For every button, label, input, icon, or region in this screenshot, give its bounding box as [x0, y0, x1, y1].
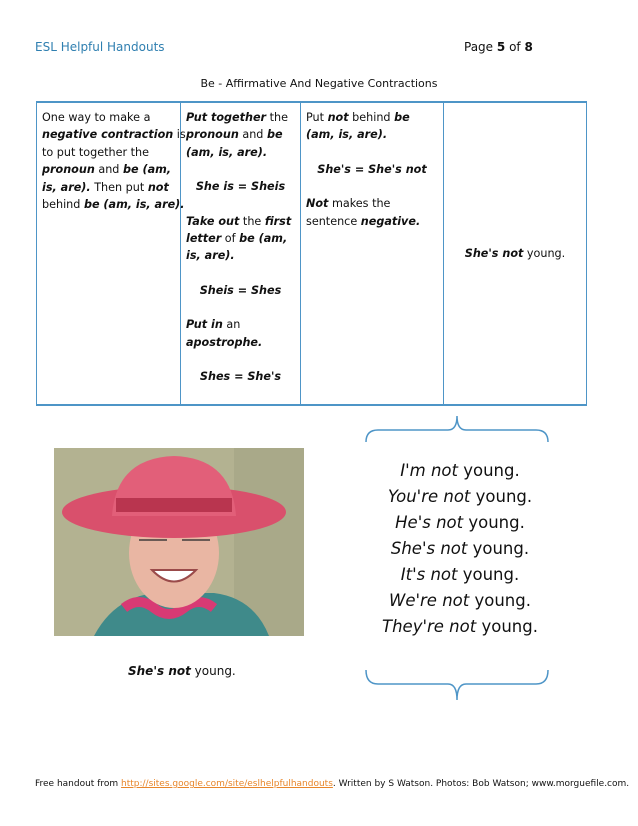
text-line: Put not behind be: [306, 111, 410, 124]
text-line: pronoun and be: [186, 128, 283, 142]
example-line: We're not young.: [389, 591, 531, 610]
example-line: She's not young.: [390, 539, 530, 558]
text-line: letter of be (am,: [186, 232, 288, 246]
text-line: is, are). Then put not: [42, 180, 169, 194]
text-line: Take out the first: [186, 214, 292, 228]
text-line: (am, is, are).: [306, 128, 388, 142]
contraction-table: [36, 101, 587, 406]
text-line: (am, is, are).: [186, 145, 268, 159]
photo-illustration: [54, 448, 304, 636]
smiling-woman-photo: [54, 448, 304, 636]
page-indicator: [464, 40, 533, 54]
of-word: of: [509, 40, 521, 54]
example-line: He's not young.: [395, 513, 525, 532]
contraction-examples: [360, 458, 560, 640]
text-line: Put together the: [186, 111, 288, 124]
equation: Shes = She's: [199, 370, 282, 384]
table-cell-steps: [181, 102, 301, 405]
footer-link[interactable]: http://sites.google.com/site/eslhelpfulhandouts: [121, 779, 333, 789]
text-line: pronoun and be (am,: [42, 163, 172, 177]
result-text: She's not young.: [464, 246, 566, 260]
equation: She is = Sheis: [195, 180, 286, 194]
bottom-brace-icon: [362, 668, 552, 704]
header-site-name: ESL Helpful Handouts: [35, 40, 165, 54]
example-line: You're not young.: [387, 487, 533, 506]
text-line: behind be (am, is, are).: [42, 198, 185, 212]
table-cell-negation: [301, 102, 444, 405]
text-line: sentence negative.: [306, 214, 421, 228]
text-line: is, are).: [186, 249, 235, 263]
table-cell-result: [444, 102, 587, 405]
page-title: Be - Affirmative And Negative Contractions: [200, 77, 438, 90]
equation: Sheis = Shes: [199, 283, 282, 297]
text-line: Put in an: [186, 318, 241, 332]
text-line: Not makes the: [306, 197, 391, 211]
text-line: apostrophe.: [186, 335, 263, 349]
example-line: I'm not young.: [400, 461, 520, 480]
text-line: negative contraction is: [42, 128, 186, 142]
page-total: 8: [524, 40, 533, 54]
equation: She's = She's not: [317, 162, 427, 176]
text-line: One way to make a: [42, 111, 151, 124]
example-line: It's not young.: [400, 565, 520, 584]
footer: Free handout from http://sites.google.com/site/eslhelpfulhandouts. Written by S Watson. Photos: Bob Watson; www.morguefile.com.: [35, 779, 630, 789]
example-line: They're not young.: [382, 617, 538, 636]
page-word: Page: [464, 40, 494, 54]
text-line: to put together the: [42, 145, 150, 159]
page-number: 5: [496, 40, 506, 54]
top-brace-icon: [362, 412, 552, 444]
photo-caption: She's not young.: [128, 664, 236, 678]
table-cell-explanation: [37, 102, 186, 405]
